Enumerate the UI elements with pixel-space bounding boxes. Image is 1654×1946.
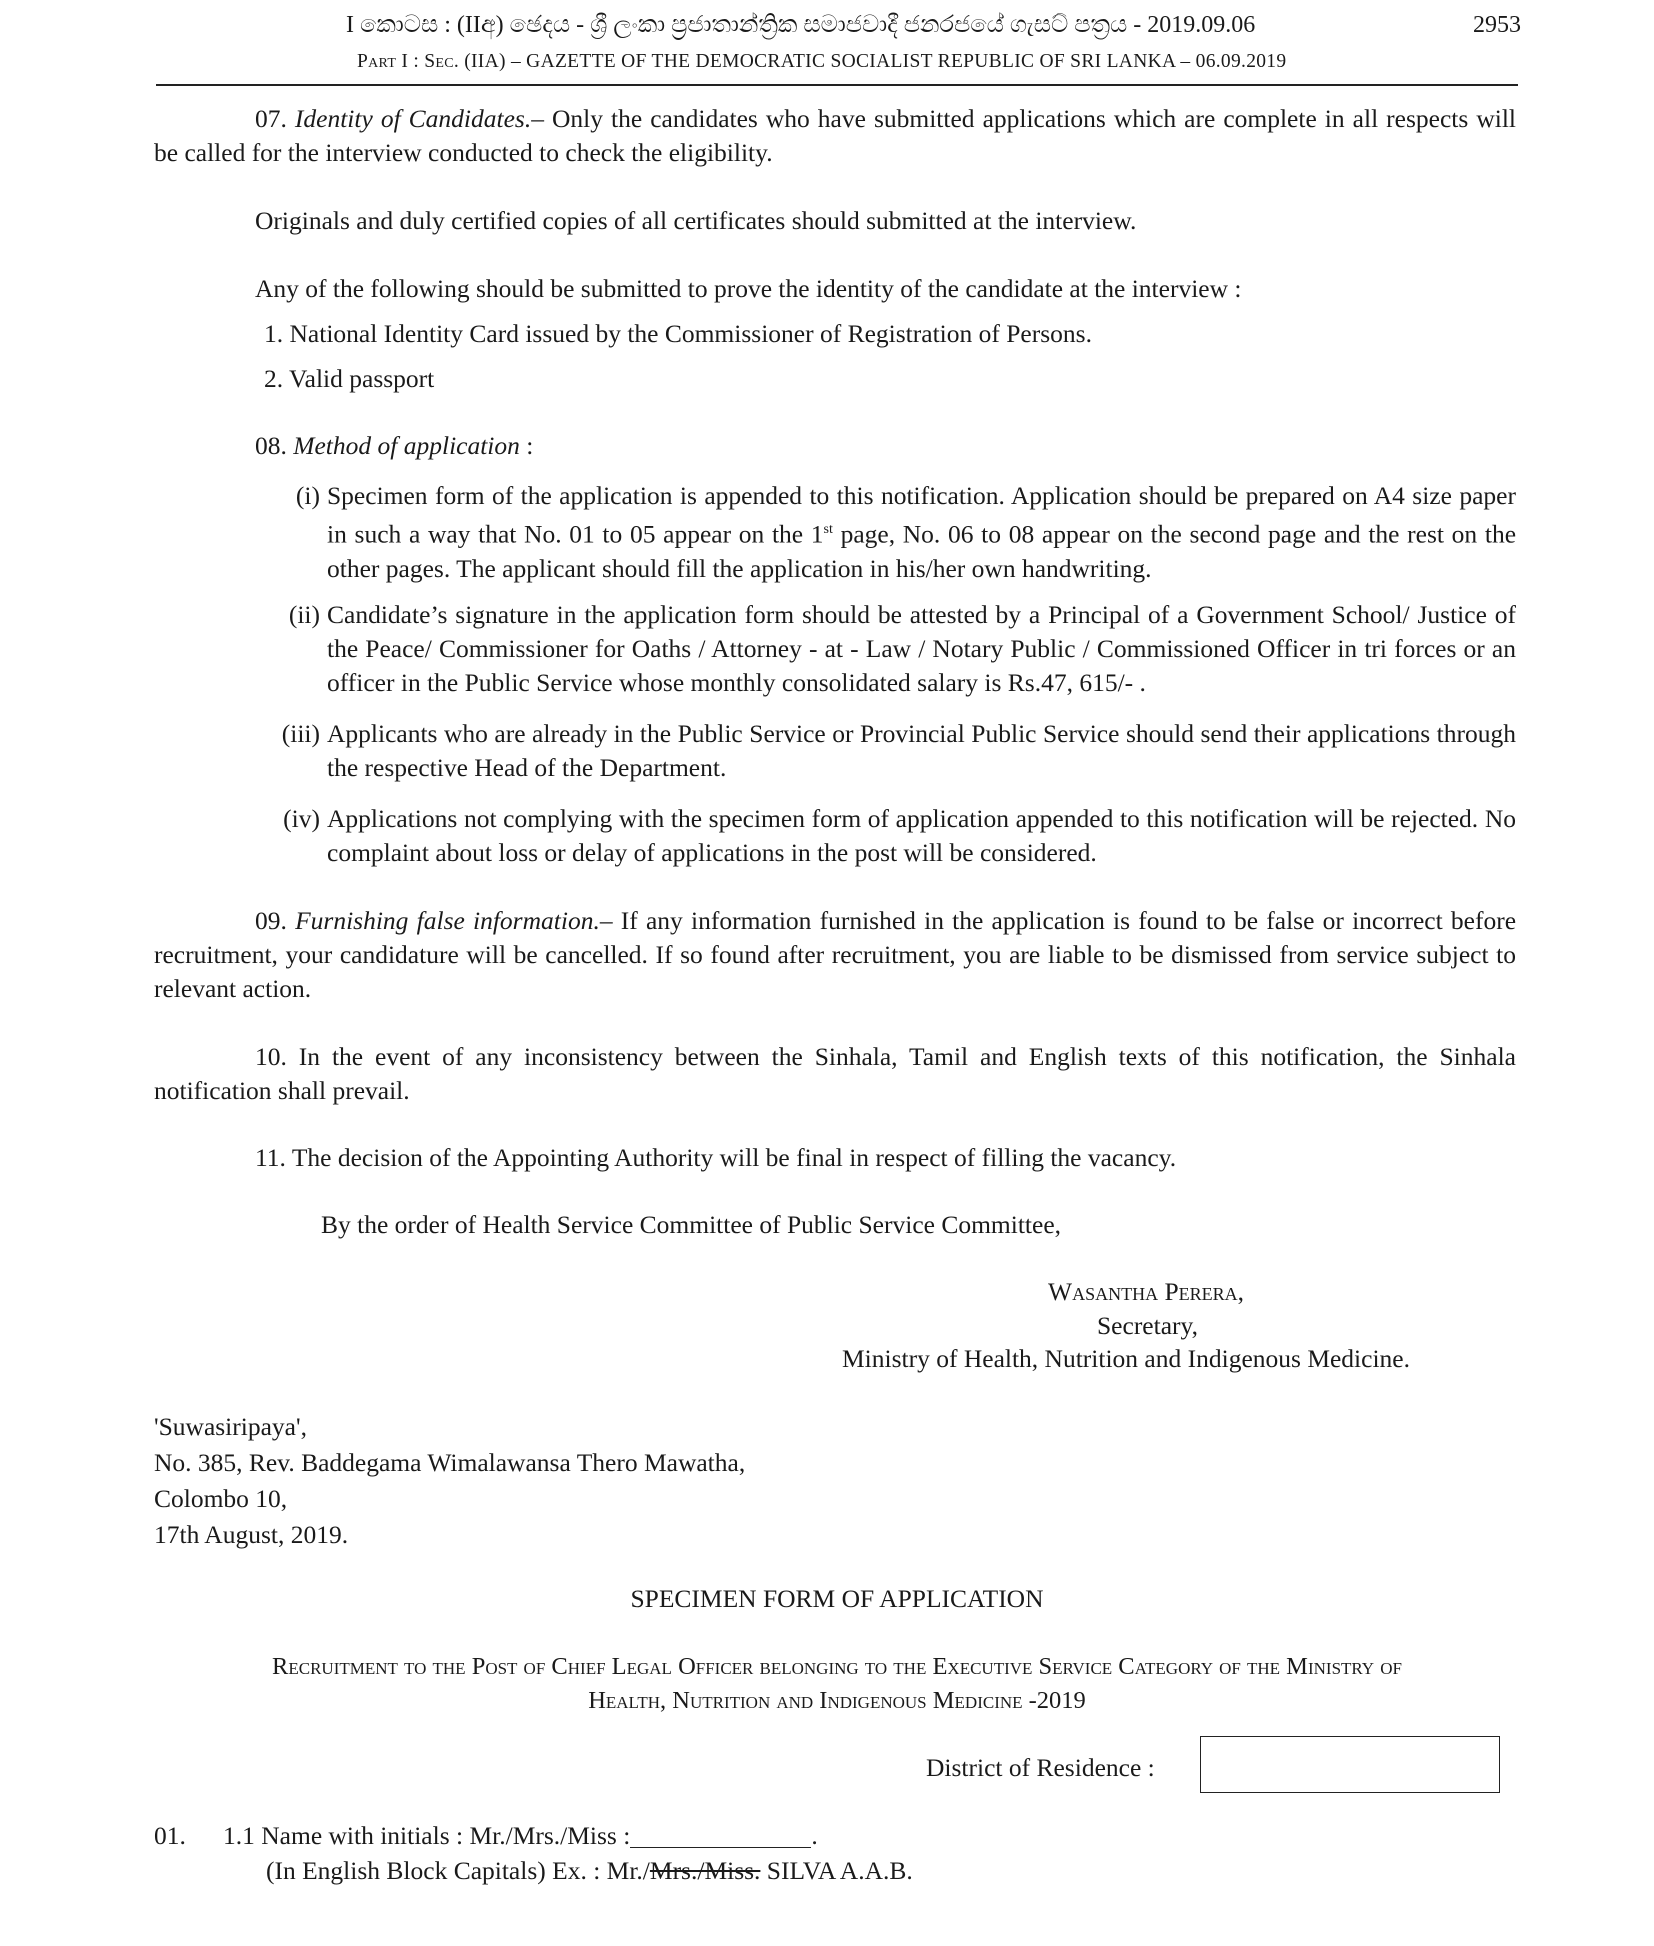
page-number: 2953 <box>1473 12 1521 38</box>
section-08-title: Method of application <box>293 431 520 460</box>
sub-item-number: (iv) <box>283 804 320 833</box>
form-subtitle-line2: Health, Nutrition and Indigenous Medicine -2019 <box>588 1687 1086 1714</box>
address-line: No. 385, Rev. Baddegama Wimalawansa Thero Mawatha, <box>154 1448 746 1477</box>
section-11-text: 11. The decision of the Appointing Authority will be final in respect of filling the vacancy. <box>255 1143 1177 1172</box>
sub-item-text: Applicants who are already in the Public Service or Provincial Public Service should send their applications through the respective Head of the Department. <box>327 719 1516 782</box>
sub-item-text-part: page, No. 06 to 08 appear on the second page and the rest on the other pages. The applicant should fill the application in his/her own handwriting. <box>327 519 1517 583</box>
example-text: (In English Block Capitals) Ex. : Mr./ <box>266 1856 650 1885</box>
district-of-residence-box[interactable] <box>1200 1736 1500 1793</box>
example-text: SILVA A.A.B. <box>760 1856 913 1885</box>
signatory-name: Wasantha Perera, <box>1048 1277 1245 1306</box>
section-09-text: – If any information furnished in the application is found to be false or incorrect before recruitment, your candidature will be cancelled. If so found after recruitment, you are liable to be dismissed from service subject to relevant action. <box>154 906 1517 1003</box>
list-item-text: Valid passport <box>289 364 435 393</box>
section-07-number: 07. <box>255 104 287 133</box>
sub-item-text <box>327 479 1516 586</box>
address-date: 17th August, 2019. <box>154 1520 349 1549</box>
originals-text: Originals and duly certified copies of all certificates should submitted at the interview. <box>255 206 1137 235</box>
section-09-heading: Furnishing false information. <box>295 906 600 935</box>
question-1-1-label: 1.1 Name with initials : Mr./Mrs./Miss : <box>223 1821 631 1850</box>
sub-item-number: (ii) <box>288 600 320 629</box>
section-07-heading: Identity of Candidates. <box>294 104 532 133</box>
header-english-line: Part I : Sec. (IIA) – GAZETTE OF THE DEMOCRATIC SOCIALIST REPUBLIC OF SRI LANKA – 06.09.2019 <box>357 51 1287 72</box>
sub-item-number: (i) <box>295 481 320 510</box>
section-10-paragraph <box>154 1040 1516 1108</box>
sub-item-text: Applications not complying with the specimen form of application appended to this notification will be rejected. No complaint about loss or delay of applications in the post will be considered. <box>327 804 1516 867</box>
section-08-number: 08. <box>255 431 287 460</box>
prove-identity-text: Any of the following should be submitted to prove the identity of the candidate at the interview : <box>255 274 1242 303</box>
address-line: Colombo 10, <box>154 1484 288 1513</box>
form-title: SPECIMEN FORM OF APPLICATION <box>630 1584 1044 1613</box>
question-1-1-end: . <box>811 1821 818 1850</box>
form-subtitle-line1: Recruitment to the Post of Chief Legal Officer belonging to the Executive Service Category of the Ministry of <box>272 1653 1402 1680</box>
district-of-residence-label: District of Residence : <box>926 1753 1155 1782</box>
question-1-1 <box>223 1819 818 1853</box>
list-item <box>264 362 434 396</box>
section-08-heading <box>255 429 533 463</box>
sub-item-text-part: Specimen form of the application is appended to this notification. Application should be prepared on A4 size paper in such a way that No. 01 to 05 appear on the 1 <box>327 481 1516 549</box>
section-10-text: 10. In the event of any inconsistency between the Sinhala, Tamil and English texts of this notification, the Sinhala notification shall prevail. <box>154 1042 1516 1105</box>
section-09-number: 09. <box>255 906 287 935</box>
list-item-number: 2. <box>264 364 284 393</box>
signatory-ministry: Ministry of Health, Nutrition and Indigenous Medicine. <box>842 1344 1410 1373</box>
list-item-text: National Identity Card issued by the Commissioner of Registration of Persons. <box>289 319 1092 348</box>
question-01-number: 01. <box>154 1821 186 1850</box>
order-text: By the order of Health Service Committee of Public Service Committee, <box>321 1210 1062 1239</box>
sub-item-number: (iii) <box>281 719 320 748</box>
superscript: st <box>823 522 833 537</box>
section-08-colon: : <box>519 431 534 460</box>
section-09-paragraph <box>154 904 1516 1006</box>
list-item-number: 1. <box>264 319 284 348</box>
signatory-title: Secretary, <box>1097 1311 1198 1340</box>
name-blank-line[interactable] <box>630 1829 811 1848</box>
list-item <box>264 317 1092 351</box>
section-07-text: – Only the candidates who have submitted applications which are complete in all respects will be called for the interview conducted to check the eligibility. <box>154 104 1516 167</box>
header-sinhala-line: I කොටස : (IIඅ) ඡෙදය - ශ්‍රී ලංකා ප්‍රජාතාන්ත්‍රික සමාජවාදී ජනරජයේ ගැසට් පත්‍රය - 2019.09.06 <box>346 12 1256 38</box>
header-rule <box>156 84 1518 86</box>
section-07-paragraph <box>154 102 1516 170</box>
sub-item-text: Candidate’s signature in the application form should be attested by a Principal of a Government School/ Justice of the Peace/ Commissioner for Oaths / Attorney - at - Law / Notary Public / Commissioned Officer in tri forces or an officer in the Public Service whose monthly consolidated salary is Rs.47, 615/- . <box>327 600 1516 697</box>
question-1-1-example <box>266 1854 913 1888</box>
example-struck-text: Mrs./Miss. <box>649 1856 761 1885</box>
address-line: 'Suwasiripaya', <box>154 1412 307 1441</box>
